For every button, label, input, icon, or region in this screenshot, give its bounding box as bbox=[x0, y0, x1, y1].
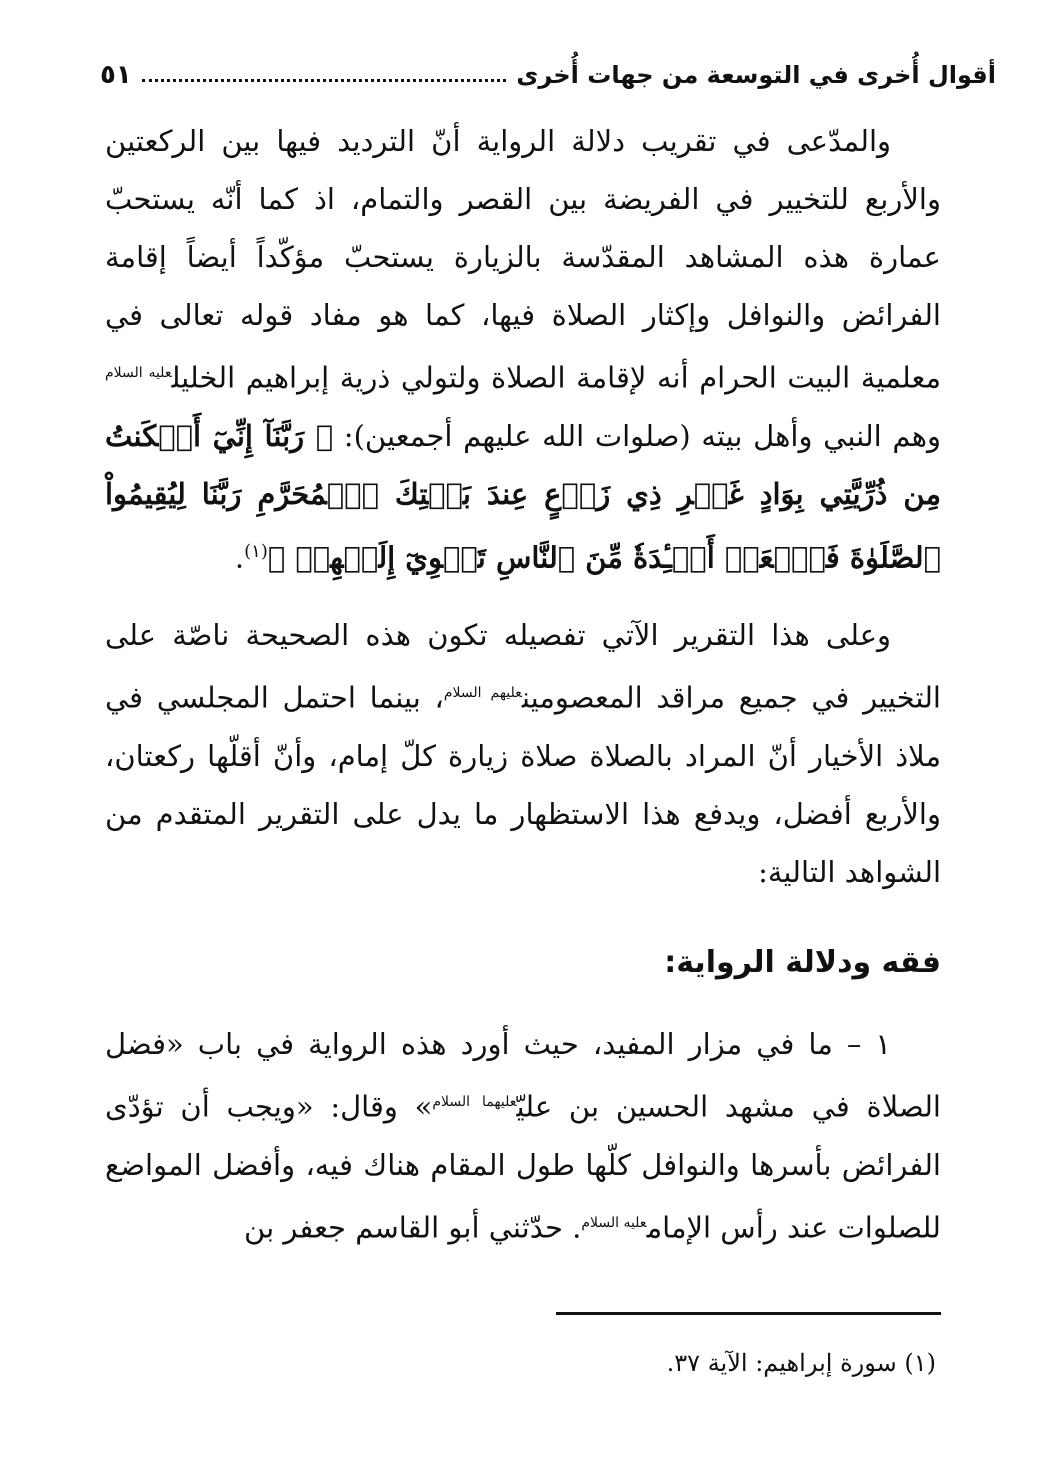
header-title: أقوال أُخرى في التوسعة من جهات أُخرى bbox=[516, 61, 996, 89]
section-heading: فقه ودلالة الرواية: bbox=[664, 944, 941, 980]
paragraph-2-text: وعلى هذا التقرير الآتي تفصيله تكون هذه الصحيحة ناصّة على التخيير في جميع مراقد المعصومين bbox=[105, 618, 941, 715]
paragraph-1 bbox=[105, 112, 941, 586]
footnote-separator bbox=[556, 1312, 941, 1315]
footnote: (١) سورة إبراهيم: الآية ٣٧. bbox=[666, 1349, 936, 1377]
honorific-mark: عليه السلام bbox=[105, 365, 172, 381]
header-dot-leader bbox=[142, 79, 507, 82]
paragraph-1-text-cont: وهم النبي وأهل بيته (صلوات الله عليهم أجمعين): bbox=[333, 418, 941, 453]
paragraph-2 bbox=[105, 606, 941, 901]
paragraph-3-text: ١ – ما في مزار المفيد، حيث أورد هذه الرواية في باب «فضل الصلاة في مشهد الحسين بن عليّ bbox=[105, 1026, 941, 1124]
paragraph-1-text: والمدّعى في تقريب دلالة الرواية أنّ الترديد فيها بين الركعتين والأربع للتخيير في الفريضة بين القصر والتمام، اذ كما أنّه يستحبّ عمارة هذه المشاهد المقدّسة بالزيارة يستحبّ مؤكّداً أيضاً إقامة الفرائض والنوافل وإكثار الصلاة فيها، كما هو مفاد قوله تعالى في معلمية البيت الحرام أنه لإقامة الصلاة ولتولي ذرية إبراهيم الخليل bbox=[105, 124, 941, 395]
honorific-mark: عليهم السلام bbox=[443, 685, 522, 702]
footnote-reference: (١) bbox=[244, 540, 268, 562]
main-text bbox=[105, 112, 941, 1256]
page-number: ٥١ bbox=[100, 60, 132, 90]
honorific-mark: عليهما السلام bbox=[432, 1093, 517, 1110]
honorific-mark: عليه السلام bbox=[581, 1214, 647, 1231]
paragraph-3-text-cont: » وقال: «ويجب أن تؤدّى الفرائض بأسرها والنوافل كلّها طول المقام هناك فيه، وأفضل المواضع للصلوات عند رأس الإمام bbox=[105, 1089, 941, 1245]
quran-verse: ﴿ رَبَّنَآ إِنِّيٓ أَسۡكَنتُ مِن ذُرِّيَّتِي بِوَادٍ غَيۡرِ ذِي زَرۡعٍ عِندَ بَيۡتِكَ ٱلۡمُحَرَّمِ رَبَّنَا لِيُقِيمُواْ ٱلصَّلَوٰةَ فَٱجۡعَلۡ أَفۡـِٔدَةٗ مِّنَ ٱلنَّاسِ تَهۡوِيٓ إِلَيۡهِمۡ ﴾ bbox=[105, 418, 941, 575]
paragraph-2-text-cont: ، بينما احتمل المجلسي في ملاذ الأخيار أنّ المراد بالصلاة صلاة زيارة كلّ إمام، وأنّ أقلّها ركعتان، والأربع أفضل، ويدفع هذا الاستظهار ما يدل على التقرير المتقدم من الشواهد التالية: bbox=[105, 680, 941, 889]
running-header bbox=[100, 52, 996, 98]
paragraph-3-text-end: . حدّثني أبو القاسم جعفر بن bbox=[244, 1210, 582, 1245]
paragraph-3 bbox=[105, 1015, 941, 1256]
paragraph-gap bbox=[105, 586, 941, 606]
paragraph-1-end: . bbox=[234, 540, 245, 575]
